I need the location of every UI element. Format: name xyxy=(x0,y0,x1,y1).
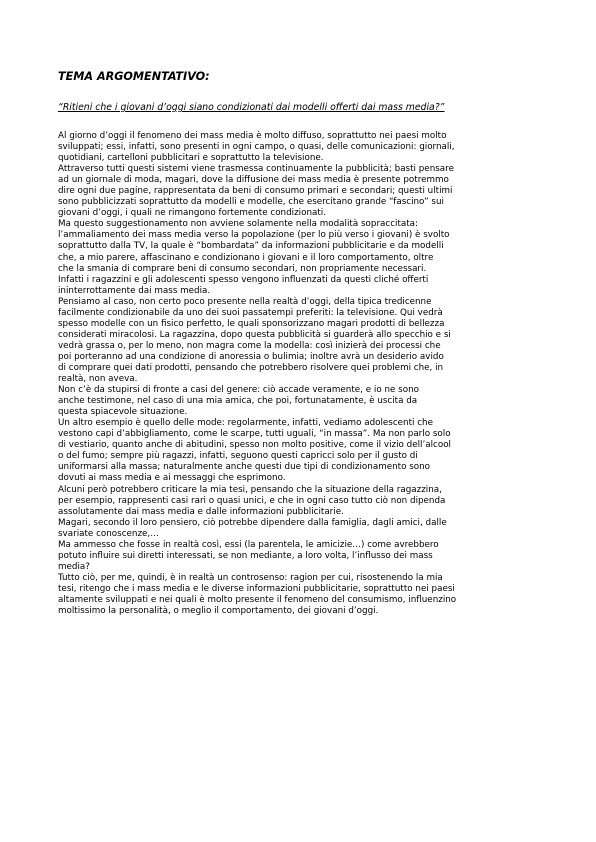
essay-body xyxy=(58,131,542,617)
text-line: svariate conoscenze,… xyxy=(58,528,159,539)
text-line: vestono capi d’abbigliamento, come le scarpe, tutti uguali, “in massa”. Ma non parlo solo xyxy=(58,429,451,440)
essay-question: “Ritieni che i giovani d’oggi siano condizionati dai modelli offerti dai mass media?” xyxy=(58,102,445,113)
text-line: soprattutto dalla TV, la quale è “bombardata” da informazioni pubblicitarie e da modelli xyxy=(58,241,444,252)
text-line: spesso modelle con un fisico perfetto, le quali sponsorizzano magari prodotti di bellezza xyxy=(58,318,445,329)
text-line: di vestiario, quanto anche di abitudini, spesso non molto positive, come il vizio dell’alcool xyxy=(58,440,451,451)
text-line: Tutto ciò, per me, quindi, è in realtà un controsenso: ragion per cui, risostenendo la mia xyxy=(58,572,443,583)
text-line: Un altro esempio è quello delle mode: regolarmente, infatti, vediamo adolescenti che xyxy=(58,418,433,429)
text-line: potuto influire sui diretti interessati, se non mediante, a loro volta, l’influsso dei mass xyxy=(58,550,433,561)
text-line: per esempio, rappresenti casi rari o quasi unici, e che in ogni caso tutto ciò non dipenda xyxy=(58,495,446,506)
text-line: che la smania di comprare beni di consumo secondari, non propriamente necessari. xyxy=(58,263,427,274)
text-line: Non c’è da stupirsi di fronte a casi del genere: ciò accade veramente, e io ne sono xyxy=(58,385,419,396)
text-line: realtà, non aveva. xyxy=(58,374,138,385)
text-line: Ma questo suggestionamento non avviene solamente nella modalità sopraccitata: xyxy=(58,219,418,230)
text-line: uniformarsi alla massa; naturalmente anche questi due tipi di condizionamento sono xyxy=(58,462,431,473)
text-line: sviluppati; essi, infatti, sono presenti in ogni campo, o quasi, delle comunicazioni: giornali, xyxy=(58,142,455,153)
text-line: Attraverso tutti questi sistemi viene trasmessa continuamente la pubblicità; basti pensare xyxy=(58,164,454,175)
text-line: Al giorno d’oggi il fenomeno dei mass media è molto diffuso, soprattutto nei paesi molto xyxy=(58,131,447,141)
text-line: dovuti ai mass media e ai messaggi che esprimono. xyxy=(58,473,286,484)
text-line: che, a mio parere, affascinano e condizionano i giovani e il loro comportamento, oltre xyxy=(58,252,434,263)
text-line: assolutamente dai mass media e dalle informazioni pubblicitarie. xyxy=(58,506,344,517)
text-line: l’ammaliamento dei mass media verso la popolazione (per lo più verso i giovani) è svolto xyxy=(58,230,450,241)
text-line: o del fumo; sempre più ragazzi, infatti, seguono questi capricci solo per il gusto di xyxy=(58,451,418,462)
essay-title: TEMA ARGOMENTATIVO: xyxy=(58,70,210,83)
text-line: considerati miracolosi. La ragazzina, dopo questa pubblicità si guarderà allo specchio e si xyxy=(58,329,451,340)
text-line: giovani d’oggi, i quali ne rimangono fortemente condizionati. xyxy=(58,208,327,219)
text-line: moltissimo la personalità, o meglio il comportamento, dei giovani d’oggi. xyxy=(58,606,379,617)
text-line: Ma ammesso che fosse in realtà così, essi (la parentela, le amicizie…) come avrebbero xyxy=(58,539,439,550)
text-line: media? xyxy=(58,561,90,572)
text-line: sono pubblicizzati soprattutto da modelli e modelle, che esercitano grande “fascino” sui xyxy=(58,197,444,208)
text-line: dire ogni due pagine, rappresentata da beni di consumo primari e secondari; questi ultimi xyxy=(58,186,453,197)
text-line: Pensiamo al caso, non certo poco presente nella realtà d’oggi, della tipica tredicenne xyxy=(58,296,432,307)
text-line: questa spiacevole situazione. xyxy=(58,407,188,418)
text-line: vedrà grassa o, per lo meno, non magra come la modella: così inizierà dei processi che xyxy=(58,340,441,351)
text-line: facilmente condizionabile da uno dei suoi passatempi preferiti: la televisione. Qui vedrà xyxy=(58,307,443,318)
text-line: poi porteranno ad una condizione di anoressia o bulimia; inoltre avrà un desiderio avido xyxy=(58,351,444,362)
text-line: tesi, ritengo che i mass media e le diverse informazioni pubblicitarie, soprattutto nei paesi xyxy=(58,583,455,594)
text-line: anche testimone, nel caso di una mia amica, che poi, fortunatamente, è uscita da xyxy=(58,396,418,407)
text-line: Magari, secondo il loro pensiero, ciò potrebbe dipendere dalla famiglia, dagli amici, dalle xyxy=(58,517,447,528)
text-line: Alcuni però potrebbero criticare la mia tesi, pensando che la situazione della ragazzina, xyxy=(58,484,442,495)
text-line: ad un giornale di moda, magari, dove la diffusione dei mass media è presente potremmo xyxy=(58,175,449,186)
text-line: Infatti i ragazzini e gli adolescenti spesso vengono influenzati da questi cliché offerti xyxy=(58,274,429,285)
text-line: di comprare quei dati prodotti, pensando che potrebbero risolvere quei problemi che, in xyxy=(58,362,444,373)
text-line: quotidiani, cartelloni pubblicitari e soprattutto la televisione. xyxy=(58,153,324,164)
text-line: altamente sviluppati e nei quali è molto presente il fenomeno del consumismo, influenzino xyxy=(58,594,457,605)
text-line: ininterrottamente dai mass media. xyxy=(58,285,211,296)
